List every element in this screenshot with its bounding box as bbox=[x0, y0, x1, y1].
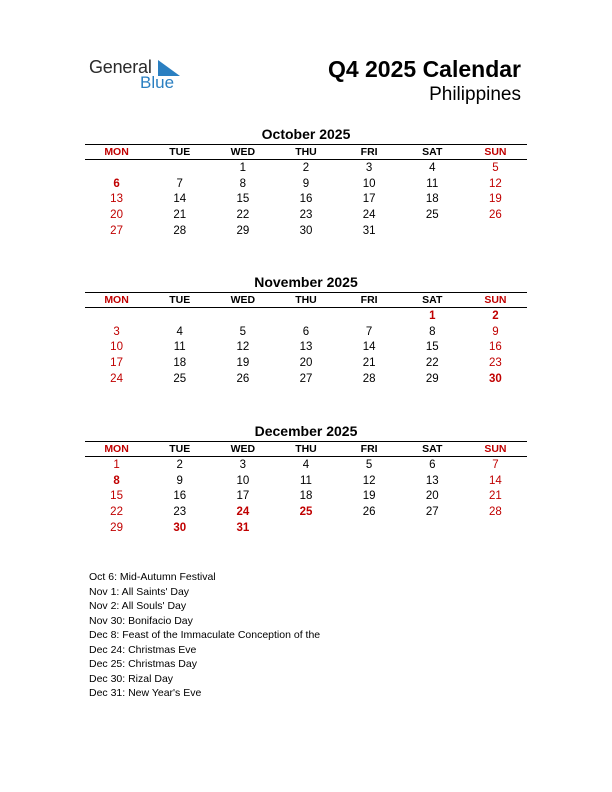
holiday-item: Dec 31: New Year's Eve bbox=[89, 687, 202, 699]
week-row bbox=[85, 473, 527, 489]
day-cell: 11 bbox=[426, 177, 439, 190]
day-cell: 21 bbox=[489, 490, 502, 503]
day-cell: 16 bbox=[173, 490, 187, 503]
week-row bbox=[85, 355, 527, 371]
day-cell: 24 bbox=[362, 209, 376, 222]
day-cell: 23 bbox=[173, 506, 187, 519]
day-cell: 5 bbox=[492, 161, 499, 174]
week-row bbox=[85, 160, 527, 176]
weekday-header: MON bbox=[85, 293, 148, 308]
week-row bbox=[85, 308, 527, 324]
week-row bbox=[85, 504, 527, 520]
day-cell bbox=[85, 160, 148, 176]
weekday-header: FRI bbox=[338, 145, 401, 160]
day-cell bbox=[274, 308, 337, 324]
weekday-header: SUN bbox=[464, 293, 527, 308]
day-cell: 27 bbox=[299, 373, 313, 386]
day-cell: 30 bbox=[173, 522, 187, 535]
day-cell bbox=[338, 520, 401, 536]
month-title: October 2025 bbox=[261, 126, 351, 142]
country-subtitle: Philippines bbox=[429, 84, 521, 105]
day-cell: 8 bbox=[429, 325, 436, 338]
day-cell bbox=[464, 223, 527, 239]
day-cell bbox=[211, 308, 274, 324]
day-cell: 19 bbox=[489, 193, 502, 206]
weekday-header: THU bbox=[274, 293, 337, 308]
day-cell: 7 bbox=[176, 177, 183, 190]
day-cell: 12 bbox=[489, 177, 502, 190]
weekday-header: THU bbox=[274, 145, 337, 160]
holiday-item: Dec 24: Christmas Eve bbox=[89, 643, 197, 656]
day-cell: 4 bbox=[429, 161, 436, 174]
week-row bbox=[85, 223, 527, 239]
day-cell: 13 bbox=[110, 193, 123, 206]
day-cell: 28 bbox=[489, 506, 502, 519]
month-december bbox=[85, 421, 527, 536]
day-cell bbox=[274, 520, 337, 536]
week-row bbox=[85, 324, 527, 340]
day-cell bbox=[338, 308, 401, 324]
day-cell: 17 bbox=[236, 490, 250, 503]
holiday-item: Dec 25: Christmas Day bbox=[89, 658, 197, 670]
month-title: November 2025 bbox=[254, 274, 358, 290]
day-cell: 28 bbox=[173, 225, 187, 238]
day-cell: 31 bbox=[236, 522, 250, 535]
month-grid bbox=[85, 441, 527, 536]
day-cell: 22 bbox=[425, 357, 439, 370]
day-cell: 20 bbox=[110, 209, 123, 222]
logo-word-general: General bbox=[89, 57, 152, 77]
day-cell: 13 bbox=[425, 474, 439, 487]
weekday-header: FRI bbox=[338, 293, 401, 308]
weekday-header: WED bbox=[211, 442, 274, 457]
day-cell: 5 bbox=[365, 458, 373, 471]
day-cell: 2 bbox=[176, 458, 183, 471]
day-cell: 30 bbox=[489, 373, 502, 386]
day-cell: 22 bbox=[236, 209, 250, 222]
day-cell: 2 bbox=[492, 309, 499, 322]
day-cell: 20 bbox=[299, 357, 313, 370]
holiday-item: Nov 2: All Souls' Day bbox=[89, 600, 187, 612]
weekday-header: TUE bbox=[148, 145, 211, 160]
day-cell: 30 bbox=[299, 225, 313, 238]
weekday-header: TUE bbox=[148, 442, 211, 457]
weekday-header: TUE bbox=[148, 293, 211, 308]
day-cell: 29 bbox=[236, 225, 250, 238]
weekday-header: SAT bbox=[401, 293, 464, 308]
day-cell: 31 bbox=[362, 225, 376, 238]
day-cell: 25 bbox=[425, 209, 439, 222]
day-cell: 18 bbox=[299, 490, 313, 503]
holiday-list bbox=[89, 570, 320, 701]
week-row bbox=[85, 207, 527, 223]
day-cell: 6 bbox=[429, 458, 436, 471]
day-cell: 19 bbox=[362, 490, 376, 503]
day-cell: 17 bbox=[110, 357, 123, 370]
day-cell: 9 bbox=[176, 474, 183, 487]
day-cell: 14 bbox=[173, 193, 187, 206]
day-cell bbox=[401, 223, 464, 239]
month-grid bbox=[85, 292, 527, 387]
day-cell: 7 bbox=[365, 325, 373, 338]
weekday-header: THU bbox=[274, 442, 337, 457]
logo-word-blue: Blue bbox=[140, 73, 175, 92]
month-october bbox=[85, 124, 527, 239]
day-cell: 9 bbox=[302, 177, 310, 190]
day-cell: 3 bbox=[113, 325, 120, 338]
day-cell: 20 bbox=[425, 490, 439, 503]
day-cell: 27 bbox=[110, 225, 123, 238]
day-cell: 6 bbox=[302, 325, 310, 338]
weekday-header: SAT bbox=[401, 442, 464, 457]
generalblue-logo bbox=[89, 57, 199, 97]
holiday-item: Dec 30: Rizal Day bbox=[89, 672, 174, 685]
day-cell: 29 bbox=[110, 522, 123, 535]
day-cell: 6 bbox=[113, 177, 120, 190]
day-cell: 22 bbox=[110, 506, 123, 519]
day-cell: 1 bbox=[429, 309, 436, 322]
day-cell: 3 bbox=[365, 161, 373, 174]
day-cell bbox=[148, 160, 211, 176]
day-cell: 16 bbox=[299, 193, 313, 206]
week-row bbox=[85, 457, 527, 473]
day-cell: 23 bbox=[489, 357, 502, 370]
day-cell: 3 bbox=[239, 458, 247, 471]
day-cell: 5 bbox=[239, 325, 247, 338]
day-cell: 2 bbox=[302, 161, 310, 174]
weekday-header: MON bbox=[85, 145, 148, 160]
day-cell: 1 bbox=[239, 161, 247, 174]
day-cell: 18 bbox=[425, 193, 439, 206]
day-cell: 21 bbox=[173, 209, 187, 222]
day-cell: 10 bbox=[362, 177, 376, 190]
day-cell: 29 bbox=[425, 373, 439, 386]
day-cell: 7 bbox=[492, 458, 499, 471]
day-cell: 11 bbox=[173, 341, 186, 354]
weekday-header: SUN bbox=[464, 145, 527, 160]
day-cell: 27 bbox=[425, 506, 439, 519]
week-row bbox=[85, 192, 527, 208]
weekday-header: SUN bbox=[464, 442, 527, 457]
weekday-header: WED bbox=[211, 145, 274, 160]
day-cell: 12 bbox=[362, 474, 376, 487]
day-cell bbox=[464, 520, 527, 536]
day-cell: 10 bbox=[110, 341, 123, 354]
day-cell: 8 bbox=[113, 474, 120, 487]
day-cell: 15 bbox=[110, 490, 123, 503]
week-row bbox=[85, 340, 527, 356]
month-grid bbox=[85, 144, 527, 239]
day-cell: 15 bbox=[236, 193, 250, 206]
day-cell: 14 bbox=[489, 474, 502, 487]
day-cell: 15 bbox=[425, 341, 439, 354]
holiday-item: Dec 8: Feast of the Immaculate Conception of the bbox=[89, 629, 321, 641]
week-row bbox=[85, 489, 527, 505]
day-cell: 13 bbox=[299, 341, 313, 354]
day-cell: 21 bbox=[362, 357, 376, 370]
day-cell: 25 bbox=[173, 373, 187, 386]
day-cell: 24 bbox=[110, 373, 123, 386]
weekday-header: WED bbox=[211, 293, 274, 308]
day-cell: 28 bbox=[362, 373, 376, 386]
month-november bbox=[85, 272, 527, 387]
day-cell: 14 bbox=[362, 341, 376, 354]
week-row bbox=[85, 176, 527, 192]
day-cell bbox=[85, 308, 148, 324]
day-cell: 9 bbox=[492, 325, 499, 338]
weekday-header: SAT bbox=[401, 145, 464, 160]
day-cell: 4 bbox=[302, 458, 310, 471]
day-cell: 11 bbox=[300, 474, 312, 487]
day-cell bbox=[148, 308, 211, 324]
day-cell: 25 bbox=[299, 506, 313, 519]
day-cell: 12 bbox=[236, 341, 250, 354]
day-cell: 24 bbox=[236, 506, 250, 519]
day-cell: 10 bbox=[236, 474, 250, 487]
day-cell: 1 bbox=[113, 458, 120, 471]
week-row bbox=[85, 371, 527, 387]
day-cell: 23 bbox=[299, 209, 313, 222]
week-row bbox=[85, 520, 527, 536]
holiday-item: Nov 1: All Saints' Day bbox=[89, 585, 190, 598]
day-cell: 16 bbox=[489, 341, 502, 354]
day-cell bbox=[401, 520, 464, 536]
day-cell: 26 bbox=[489, 209, 502, 222]
page-title: Q4 2025 Calendar bbox=[327, 56, 521, 82]
day-cell: 8 bbox=[239, 177, 247, 190]
weekday-header: FRI bbox=[338, 442, 401, 457]
holiday-item: Nov 30: Bonifacio Day bbox=[89, 614, 193, 627]
weekday-header: MON bbox=[85, 442, 148, 457]
day-cell: 26 bbox=[236, 373, 250, 386]
day-cell: 18 bbox=[173, 357, 187, 370]
day-cell: 19 bbox=[236, 357, 250, 370]
day-cell: 4 bbox=[176, 325, 183, 338]
month-title: December 2025 bbox=[254, 423, 358, 439]
day-cell: 17 bbox=[362, 193, 376, 206]
day-cell: 26 bbox=[362, 506, 376, 519]
holiday-item: Oct 6: Mid-Autumn Festival bbox=[89, 571, 216, 583]
